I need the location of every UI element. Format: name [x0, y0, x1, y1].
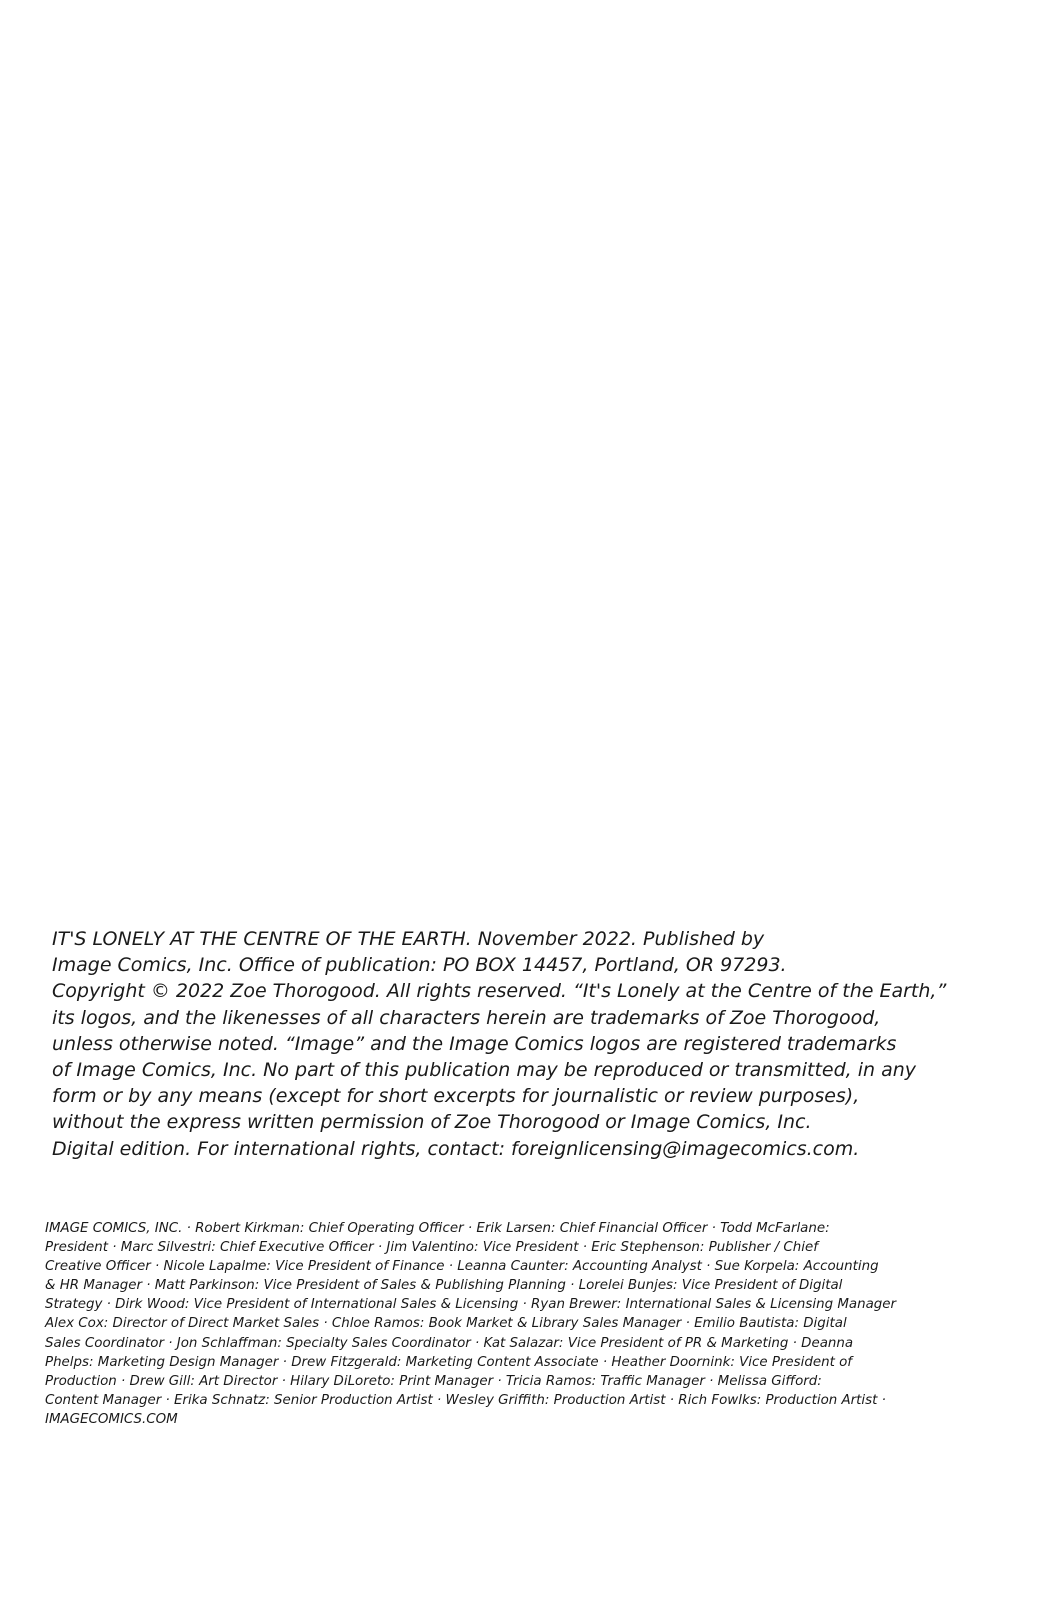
- indicia-line: Image Comics, Inc. Office of publication: PO BOX 14457, Portland, OR 97293.: [52, 954, 787, 977]
- indicia-line: its logos, and the likenesses of all characters herein are trademarks of Zoe Thorogood,: [52, 1006, 881, 1029]
- indicia-line: form or by any means (except for short excerpts for journalistic or review purposes),: [52, 1085, 860, 1108]
- staff-line: Content Manager · Erika Schnatz: Senior Production Artist · Wesley Griffith: Production Artist · Rich Fowlks: Production Artist ·: [45, 1392, 886, 1408]
- staff-line: President · Marc Silvestri: Chief Executive Officer · Jim Valentino: Vice President · Eric Stephenson: Publisher / Chief: [45, 1240, 818, 1256]
- staff-line: Alex Cox: Director of Direct Market Sales · Chloe Ramos: Book Market & Library Sales Manager · Emilio Bautista: Digital: [45, 1316, 847, 1332]
- indicia-line: Digital edition. For international rights, contact: foreignlicensing@imagecomics.com.: [52, 1137, 860, 1160]
- indicia-line: of Image Comics, Inc. No part of this publication may be reproduced or transmitted, in any: [52, 1059, 917, 1082]
- staff-line: Sales Coordinator · Jon Schlaffman: Specialty Sales Coordinator · Kat Salazar: Vice President of PR & Marketing · Deanna: [45, 1335, 854, 1351]
- indicia-line: Copyright © 2022 Zoe Thorogood. All rights reserved. “It's Lonely at the Centre of the Earth,”: [52, 980, 947, 1003]
- staff-line: Production · Drew Gill: Art Director · Hilary DiLoreto: Print Manager · Tricia Ramos: Traffic Manager · Melissa Gifford:: [45, 1373, 822, 1389]
- publication-indicia: [52, 926, 992, 1162]
- staff-line: & HR Manager · Matt Parkinson: Vice President of Sales & Publishing Planning · Lorelei Bunjes: Vice President of Digital: [45, 1278, 843, 1294]
- staff-line: IMAGE COMICS, INC. · Robert Kirkman: Chief Operating Officer · Erik Larsen: Chief Financial Officer · Todd McFarlane:: [45, 1221, 830, 1236]
- staff-line-website: IMAGECOMICS.COM: [45, 1411, 178, 1427]
- staff-line: Creative Officer · Nicole Lapalme: Vice President of Finance · Leanna Caunter: Accounting Analyst · Sue Korpela: Accounting: [45, 1259, 879, 1275]
- staff-line: Strategy · Dirk Wood: Vice President of International Sales & Licensing · Ryan Brewer: International Sales & Licensing Manager: [45, 1297, 897, 1313]
- staff-credits: [45, 1219, 1005, 1429]
- indicia-line: unless otherwise noted. “Image” and the Image Comics logos are registered trademarks: [52, 1032, 897, 1055]
- indicia-line: IT'S LONELY AT THE CENTRE OF THE EARTH. November 2022. Published by: [52, 928, 765, 950]
- staff-line: Phelps: Marketing Design Manager · Drew Fitzgerald: Marketing Content Associate · Heather Doornink: Vice President of: [45, 1354, 852, 1370]
- indicia-line: without the express written permission of Zoe Thorogood or Image Comics, Inc.: [52, 1111, 812, 1134]
